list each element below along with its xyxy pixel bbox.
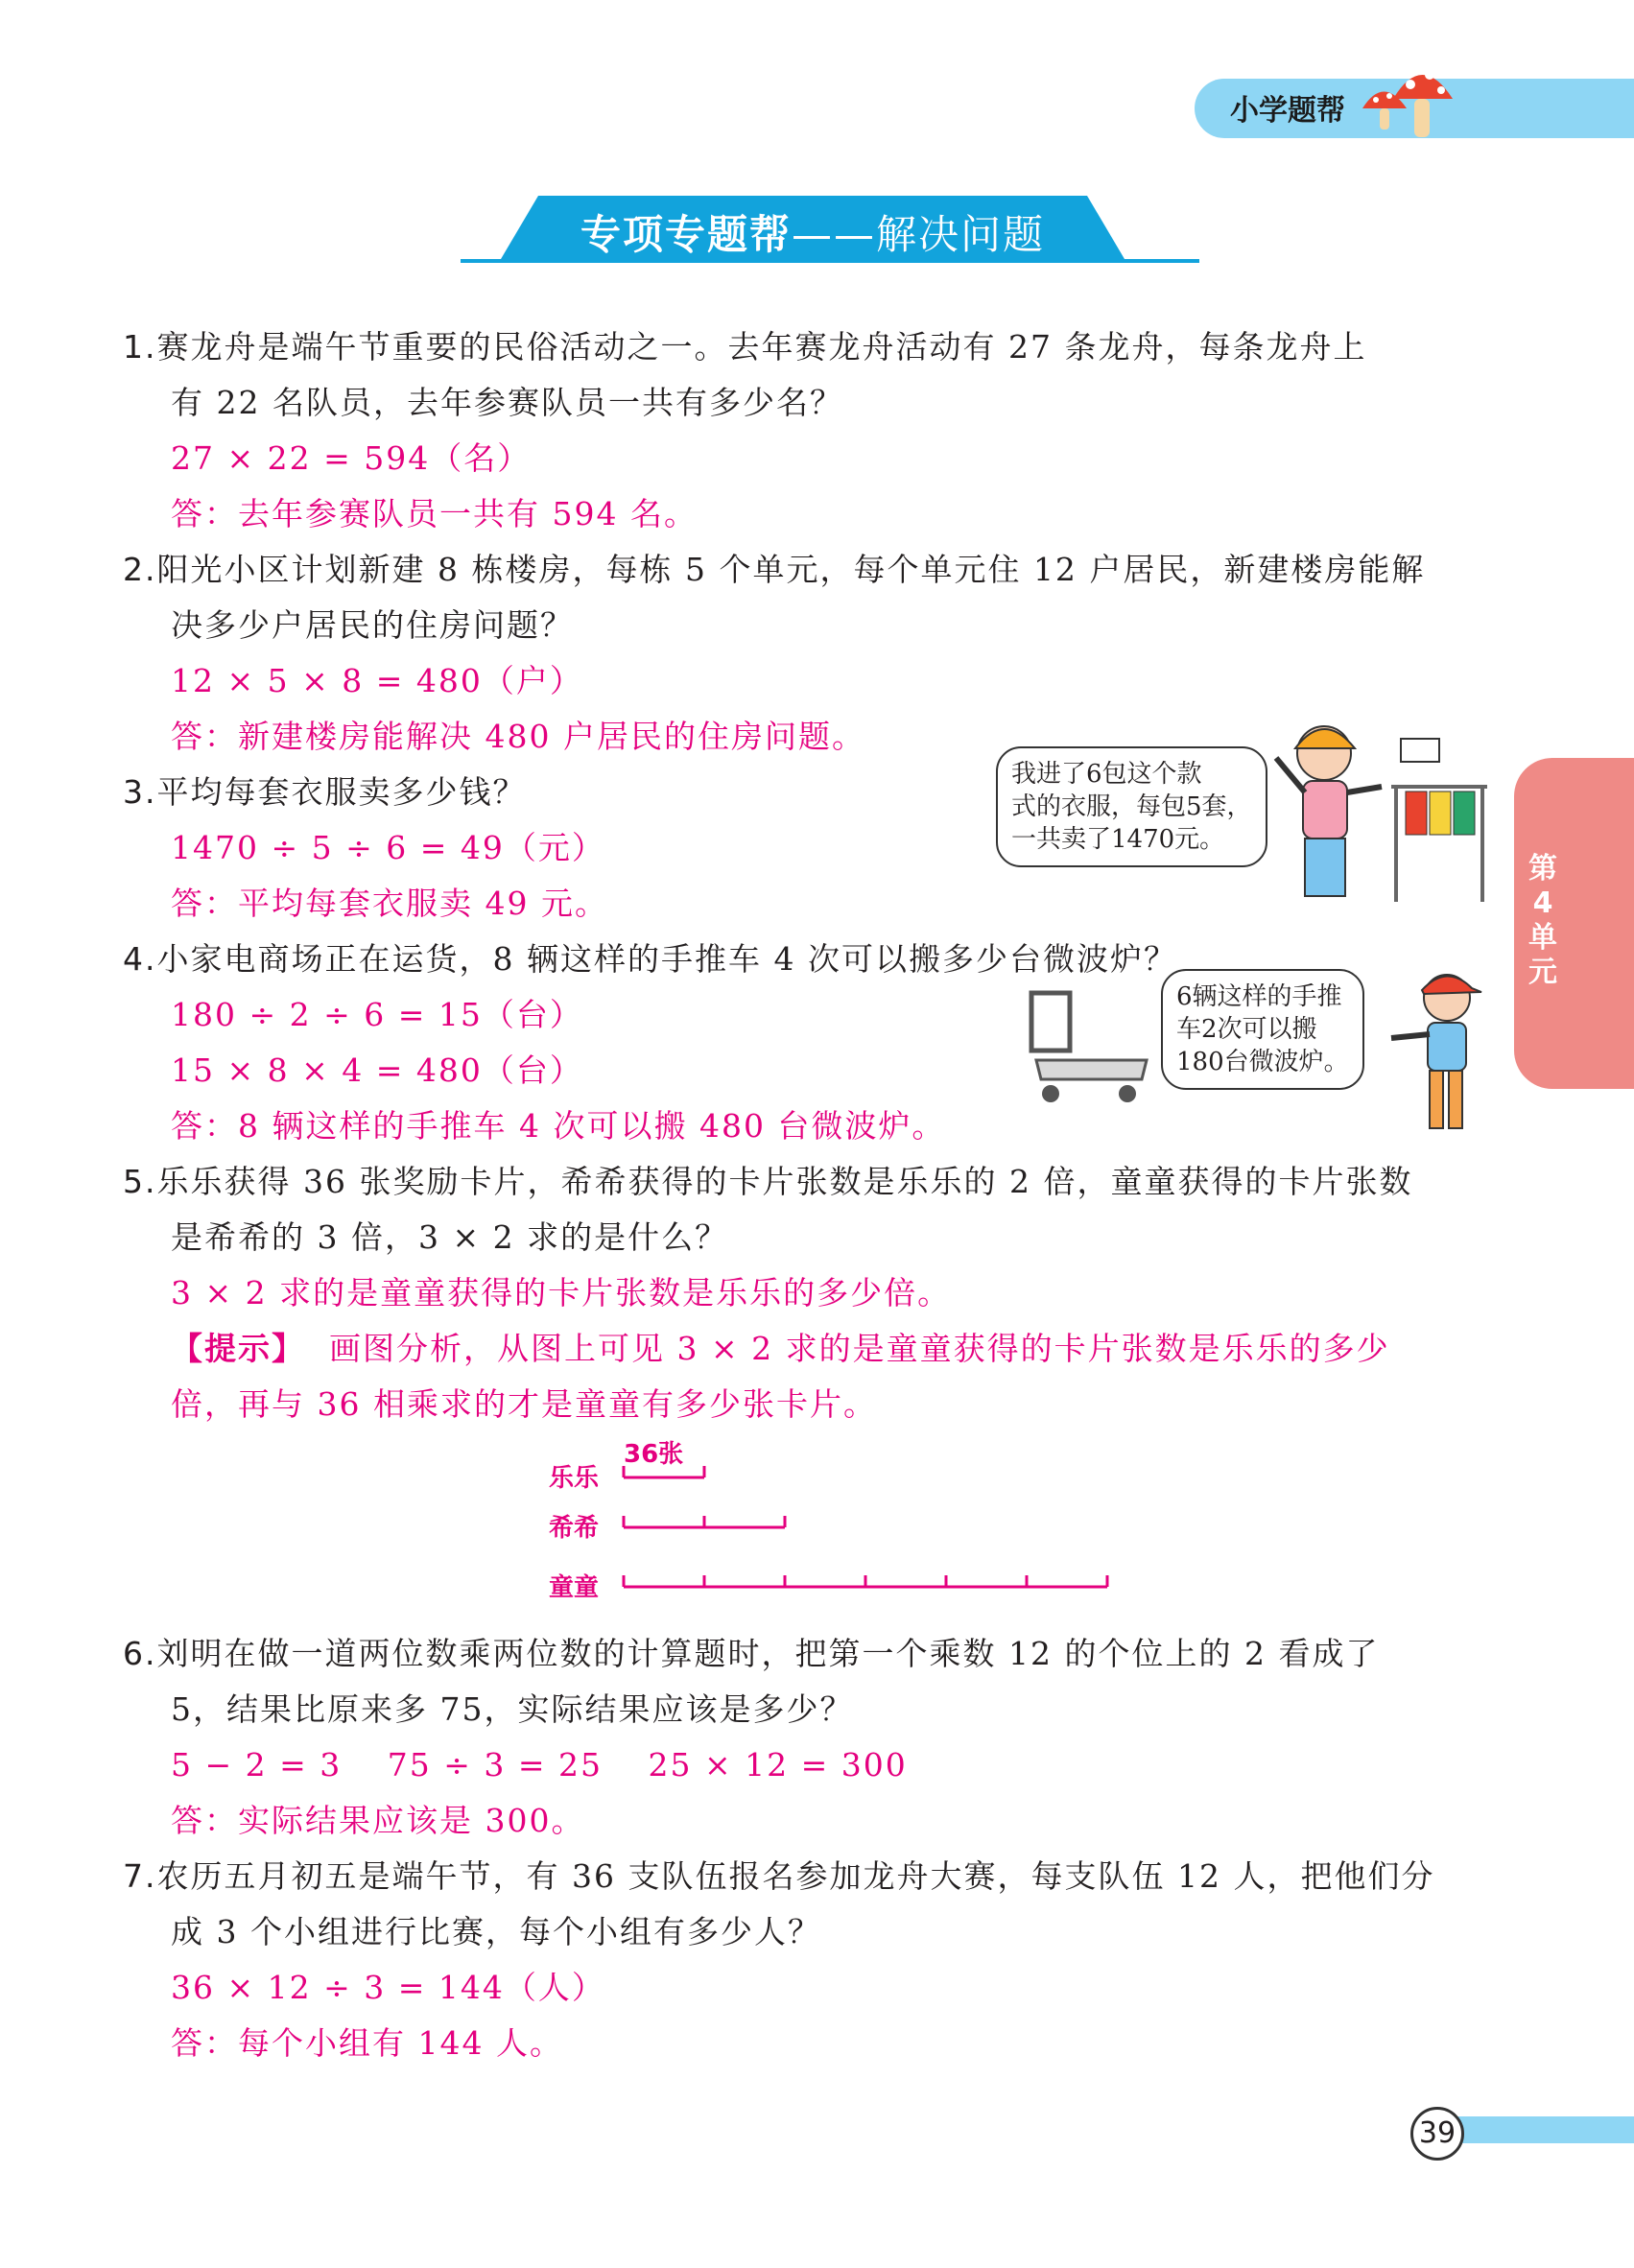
q4-speech-bubble: 6辆这样的手推 车2次可以搬 180台微波炉。: [1161, 969, 1364, 1090]
boy-illustration: [1382, 959, 1497, 1142]
diagram-label-xixi: 希希: [549, 1514, 600, 1543]
seller-illustration: [1267, 700, 1497, 911]
q2-answer-1: 12 × 5 × 8 = 480（户）: [171, 662, 583, 699]
q4-line-1: 4.小家电商场正在运货，8 辆这样的手推车 4 次可以搬多少台微波炉？: [123, 940, 1177, 978]
unit-tab-label: 第 4 单 元: [1528, 852, 1557, 989]
q3-answer-2: 答：平均每套衣服卖 49 元。: [171, 885, 608, 922]
q1-line-1: 1.赛龙舟是端午节重要的民俗活动之一。去年赛龙舟活动有 27 条龙舟，每条龙舟上: [123, 328, 1367, 366]
section-title: [461, 196, 1199, 263]
q6-line-1: 6.刘明在做一道两位数乘两位数的计算题时，把第一个乘数 12 的个位上的 2 看成了: [123, 1635, 1380, 1672]
page-number: 39: [1410, 2107, 1464, 2161]
q4-answer-1: 180 ÷ 2 ÷ 6 = 15（台）: [171, 996, 583, 1033]
page-number-bar: [1439, 2116, 1634, 2143]
q4-answer-2: 15 × 8 × 4 = 480（台）: [171, 1051, 583, 1089]
mushroom-icon: [1353, 56, 1458, 147]
handcart-icon: [1022, 983, 1156, 1118]
diagram-label-lele: 乐乐: [549, 1464, 600, 1493]
q3-answer-1: 1470 ÷ 5 ÷ 6 = 49（元）: [171, 829, 605, 866]
q3-line-1: 3.平均每套衣服卖多少钱？: [123, 773, 527, 811]
q5-answer-1: 3 × 2 求的是童童获得的卡片张数是乐乐的多少倍。: [171, 1274, 952, 1311]
q6-answer-1: 5 − 2 = 3 75 ÷ 3 = 25 25 × 12 = 300: [171, 1746, 908, 1784]
q1-answer-1: 27 × 22 = 594（名）: [171, 439, 532, 477]
q2-line-2: 决多少户居民的住房问题？: [171, 606, 574, 644]
q2-answer-2: 答：新建楼房能解决 480 户居民的住房问题。: [171, 718, 865, 755]
diagram-top-label: 36张: [624, 1440, 684, 1469]
bar-diagram: [614, 1458, 1113, 1602]
q6-answer-2: 答：实际结果应该是 300。: [171, 1802, 585, 1839]
q4-answer-3: 答：8 辆这样的手推车 4 次可以搬 480 台微波炉。: [171, 1107, 946, 1145]
q5-line-2: 是希希的 3 倍，3 × 2 求的是什么？: [171, 1218, 729, 1256]
q5-hint-line-1: 【提示】 画图分析，从图上可见 3 × 2 求的是童童获得的卡片张数是乐乐的多少: [171, 1330, 1390, 1367]
q7-answer-1: 36 × 12 ÷ 3 = 144（人）: [171, 1969, 605, 2006]
q1-answer-2: 答：去年参赛队员一共有 594 名。: [171, 495, 698, 532]
q6-line-2: 5，结果比原来多 75，实际结果应该是多少？: [171, 1690, 854, 1728]
brand-name: 小学题帮: [1230, 94, 1345, 128]
q7-answer-2: 答：每个小组有 144 人。: [171, 2024, 563, 2062]
q1-line-2: 有 22 名队员，去年参赛队员一共有多少名？: [171, 384, 843, 421]
q5-hint-line-2: 倍，再与 36 相乘求的才是童童有多少张卡片。: [171, 1385, 877, 1423]
q5-line-1: 5.乐乐获得 36 张奖励卡片，希希获得的卡片张数是乐乐的 2 倍，童童获得的卡片张数: [123, 1163, 1413, 1200]
q2-line-1: 2.阳光小区计划新建 8 栋楼房，每栋 5 个单元，每个单元住 12 户居民，新建楼房能解: [123, 551, 1426, 588]
diagram-label-tongtong: 童童: [549, 1573, 600, 1602]
q3-speech-bubble: 我进了6包这个款 式的衣服，每包5套， 一共卖了1470元。: [996, 746, 1267, 867]
q7-line-2: 成 3 个小组进行比赛，每个小组有多少人？: [171, 1913, 821, 1950]
q7-line-1: 7.农历五月初五是端午节，有 36 支队伍报名参加龙舟大赛，每支队伍 12 人，把他们分: [123, 1857, 1435, 1895]
title-text: 专项专题帮——解决问题: [580, 211, 1046, 258]
